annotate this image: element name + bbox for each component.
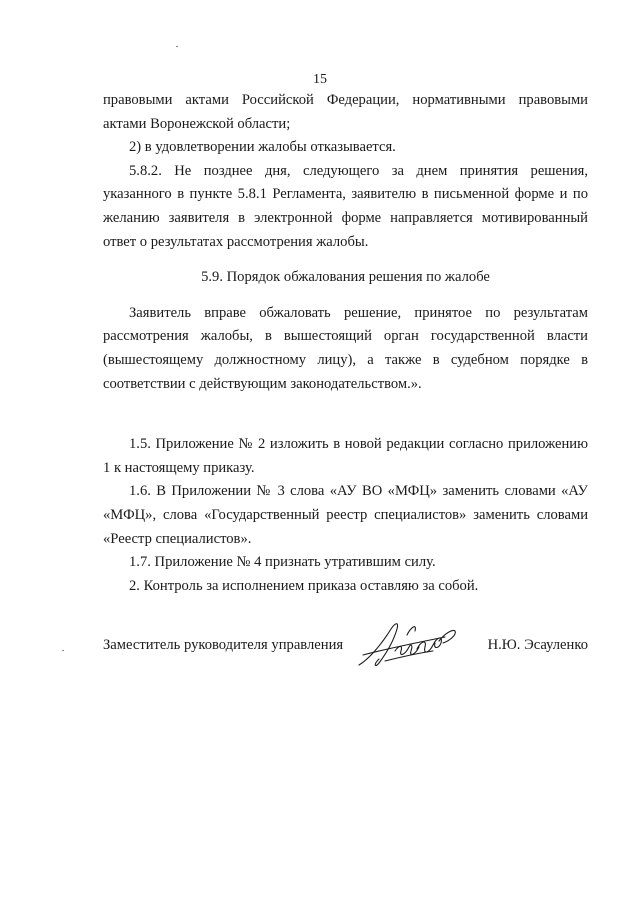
paragraph-refusal: 2) в удовлетворении жалобы отказывается. [129, 139, 396, 156]
paragraph-2: 2. Контроль за исполнением приказа оставляю за собой. [129, 577, 479, 594]
signature-block [103, 635, 588, 675]
paragraph-1-5: 1.5. Приложение № 2 изложить в новой редакции согласно приложению 1 к настоящему приказу. [103, 436, 588, 476]
paragraph-legal-acts: правовыми актами Российской Федерации, нормативными правовыми актами Воронежской области; [103, 92, 588, 132]
handwritten-signature [355, 615, 460, 675]
paragraph-1-6: 1.6. В Приложении № 3 слова «АУ ВО «МФЦ» заменить словами «АУ «МФЦ», слова «Государственный реестр специалистов» заменить словами «Реестр специалистов». [103, 483, 588, 547]
spacer [103, 396, 588, 433]
scan-speck [62, 650, 64, 651]
section-heading-5-9: 5.9. Порядок обжалования решения по жалобе [201, 269, 490, 286]
signer-name: Н.Ю. Эсауленко [487, 637, 588, 653]
paragraph-appeal: Заявитель вправе обжаловать решение, принятое по результатам рассмотрения жалобы, в вышестоящий орган государственной власти (вышестоящему должностному лицу), а также в судебном порядке в соответствии с действующим законодательством.». [103, 304, 588, 392]
spacer [103, 290, 588, 302]
paragraph-1-7: 1.7. Приложение № 4 признать утратившим силу. [129, 554, 436, 571]
scan-speck [176, 46, 178, 47]
page-number: 15 [313, 72, 327, 87]
spacer [103, 254, 588, 266]
signer-title: Заместитель руководителя управления [103, 637, 344, 653]
document-body [103, 89, 588, 598]
paragraph-5-8-2: 5.8.2. Не позднее дня, следующего за днем принятия решения, указанного в пункте 5.8.1 Регламента, заявителю в письменной форме и по желанию заявителя в электронной форме направляется мотивированный ответ о результатах рассмотрения жалобы. [103, 162, 588, 250]
